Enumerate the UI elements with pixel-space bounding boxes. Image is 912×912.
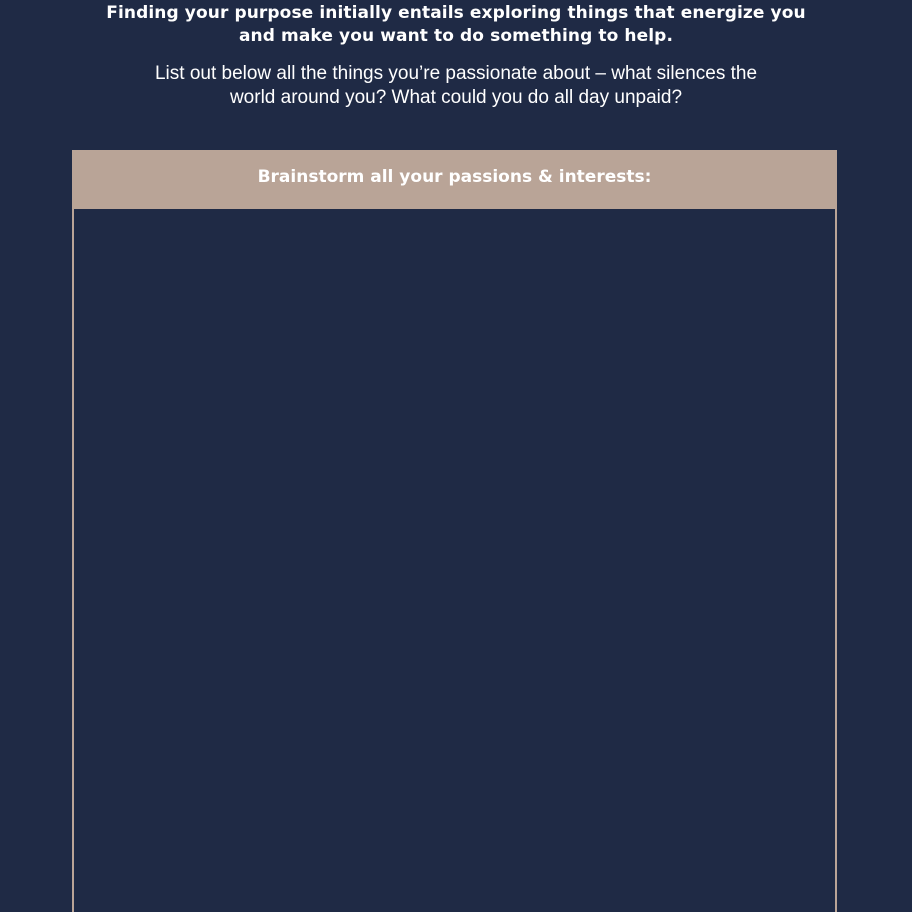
brainstorm-card-header (74, 150, 835, 209)
intro-heading: Finding your purpose initially entails exploring things that energize you and make you want to do something to help. (106, 3, 806, 46)
brainstorm-card (72, 150, 837, 912)
brainstorm-writing-area[interactable] (74, 209, 835, 912)
brainstorm-card-title: Brainstorm all your passions & interests: (257, 167, 652, 187)
instructions-text: List out below all the things you’re passionate about – what silences the world around you? What could you do all day unpaid? (154, 63, 758, 108)
